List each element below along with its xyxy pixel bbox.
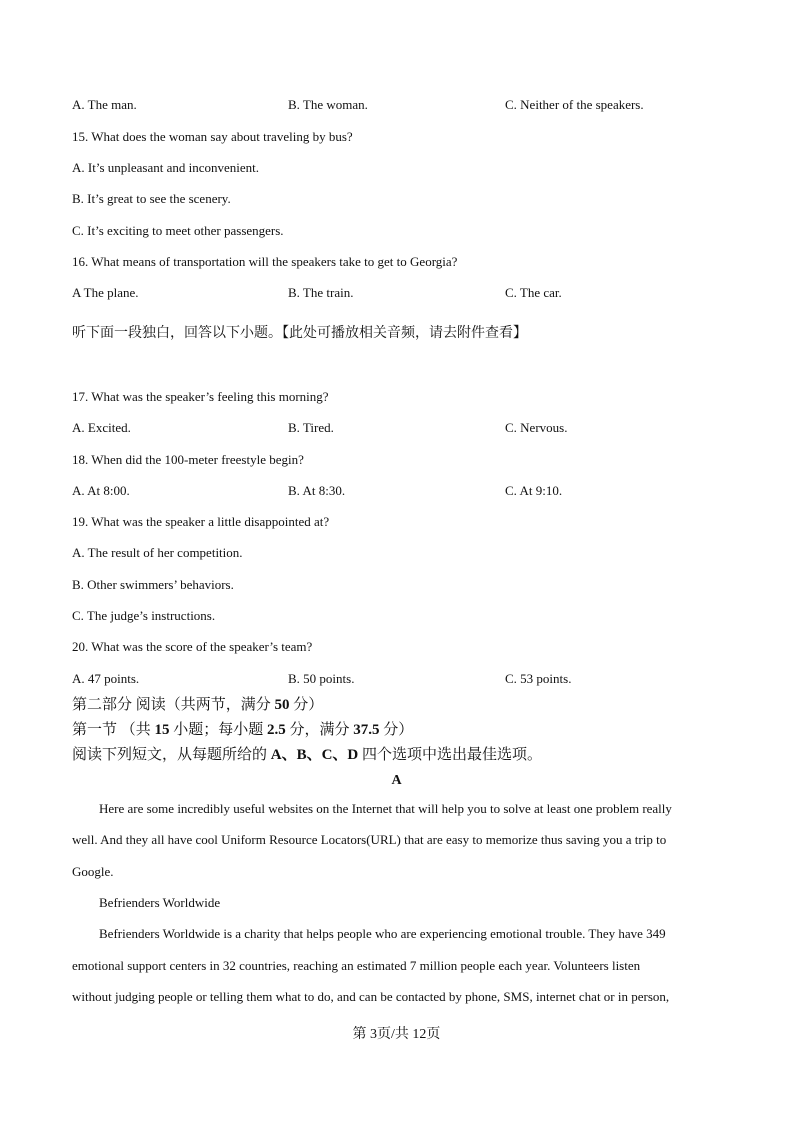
q20-option-c: C. 53 points. (505, 671, 572, 686)
q20-stem: 20. What was the score of the speaker’s team? (72, 639, 313, 654)
q15-stem: 15. What does the woman say about traveling by bus? (72, 129, 353, 144)
passage-p2-line3: without judging people or telling them what to do, and can be contacted by phone, SMS, internet chat or in person, (72, 989, 670, 1004)
q17-option-a: A. Excited. (72, 420, 131, 435)
part2-heading-post: 分） (289, 697, 324, 713)
section1-each: 2.5 (267, 722, 286, 738)
part2-heading (72, 697, 323, 713)
passage-p2-line2: emotional support centers in 32 countries, reaching an estimated 7 million people each year. Volunteers listen (72, 958, 641, 973)
q15-option-a: A. It’s unpleasant and inconvenient. (72, 160, 260, 175)
q19-stem: 19. What was the speaker a little disappointed at? (72, 514, 330, 529)
q15-option-b: B. It’s great to see the scenery. (72, 191, 231, 206)
instruction-pre: 阅读下列短文，从每题所给的 (72, 747, 271, 763)
page-footer: 第 3页/共 12页 (352, 1027, 441, 1042)
q18-option-b: B. At 8:30. (288, 483, 346, 498)
q20-options (72, 671, 722, 687)
q16-stem: 16. What means of transportation will the speakers take to get to Georgia? (72, 254, 458, 269)
passage-subheading: Befrienders Worldwide (99, 895, 221, 910)
section1-mid2: 分，满分 (285, 722, 354, 738)
q19-option-b: B. Other swimmers’ behaviors. (72, 577, 234, 592)
part2-heading-pre: 第二部分 阅读（共两节，满分 (72, 697, 275, 713)
q20-option-a: A. 47 points. (72, 671, 140, 686)
section1-heading (72, 722, 413, 738)
section1-total: 37.5 (353, 722, 380, 738)
section1-post: 分） (379, 722, 414, 738)
section1-count: 15 (154, 722, 170, 738)
section1-mid1: 小题；每小题 (169, 722, 268, 738)
q14-option-b: B. The woman. (288, 97, 368, 112)
instruction-post: 四个选项中选出最佳选项。 (358, 747, 543, 763)
q17-options (72, 420, 722, 436)
q20-option-b: B. 50 points. (288, 671, 355, 686)
passage-label: A (391, 773, 402, 788)
q19-option-c: C. The judge’s instructions. (72, 608, 216, 623)
q19-option-a: A. The result of her competition. (72, 545, 243, 560)
q18-option-c: C. At 9:10. (505, 483, 563, 498)
q16-options (72, 285, 722, 301)
monologue-instruction: 听下面一段独白，回答以下小题。【此处可播放相关音频，请去附件查看】 (72, 326, 527, 341)
q16-option-c: C. The car. (505, 285, 562, 300)
q18-options (72, 483, 722, 499)
instruction-options: A、B、C、D (270, 747, 359, 763)
q18-option-a: A. At 8:00. (72, 483, 130, 498)
q17-stem: 17. What was the speaker’s feeling this morning? (72, 389, 329, 404)
part2-heading-score: 50 (274, 697, 290, 713)
q16-option-a: A The plane. (72, 285, 139, 300)
q18-stem: 18. When did the 100-meter freestyle begin? (72, 452, 304, 467)
q17-option-c: C. Nervous. (505, 420, 568, 435)
q14-option-a: A. The man. (72, 97, 137, 112)
q14-options (72, 97, 722, 113)
q14-option-c: C. Neither of the speakers. (505, 97, 644, 112)
q15-option-c: C. It’s exciting to meet other passengers. (72, 223, 284, 238)
q16-option-b: B. The train. (288, 285, 354, 300)
passage-p2-line1: Befrienders Worldwide is a charity that helps people who are experiencing emotional trouble. They have 349 (99, 926, 666, 941)
section1-pre: 第一节 （共 (72, 722, 155, 738)
passage-p1-line1: Here are some incredibly useful websites on the Internet that will help you to solve at least one problem really (99, 801, 672, 816)
reading-instruction (72, 747, 542, 763)
q17-option-b: B. Tired. (288, 420, 334, 435)
passage-p1-line2: well. And they all have cool Uniform Resource Locators(URL) that are easy to memorize thus saving you a trip to (72, 832, 667, 847)
passage-p1-line3: Google. (72, 864, 114, 879)
